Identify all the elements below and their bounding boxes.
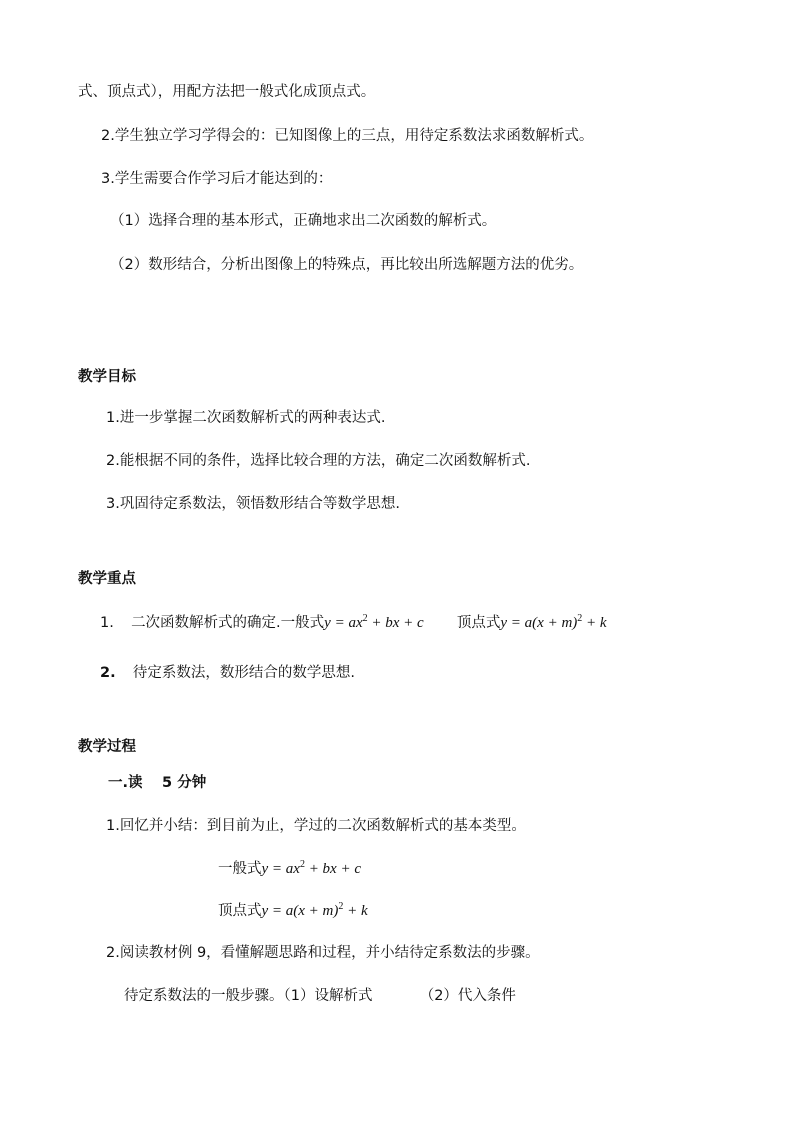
vertex-form-formula: $y = a(x + m)^2 + k$ — [500, 613, 607, 631]
general-form-label: 一般式 — [218, 861, 262, 877]
general-form-formula-2: $y = ax^2$ + bx + c — [261, 859, 361, 877]
key-point-1 — [100, 613, 607, 633]
intro-line-1: 式、顶点式），用配方法把一般式化成顶点式。 — [78, 84, 376, 100]
process-step-2: 2.阅读教材例 9，看懂解题思路和过程，并小结待定系数法的步骤。 — [106, 945, 540, 961]
key-point-2 — [100, 663, 355, 683]
general-form-formula: $y = ax^2$ + bx + c — [324, 613, 424, 631]
key-point-2-number: 2. — [100, 665, 116, 681]
intro-line-5: （2）数形结合，分析出图像上的特殊点，再比较出所选解题方法的优劣。 — [110, 257, 584, 273]
objective-item-1: 1.进一步掌握二次函数解析式的两种表达式. — [106, 410, 386, 426]
process-subheading: 一.读 5 分钟 — [108, 775, 207, 791]
key-point-1-text-2: 顶点式 — [456, 615, 501, 631]
objective-item-3: 3.巩固待定系数法，领悟数形结合等数学思想. — [106, 496, 400, 512]
key-points-heading: 教学重点 — [78, 571, 136, 587]
process-steps-line — [124, 986, 516, 1006]
steps-line-part-a: 待定系数法的一般步骤。（1）设解析式 — [124, 988, 373, 1004]
vertex-form-label: 顶点式 — [218, 903, 262, 919]
key-point-2-text: 待定系数法，数形结合的数学思想. — [132, 665, 355, 681]
steps-line-part-b: （2）代入条件 — [419, 988, 516, 1004]
process-heading: 教学过程 — [78, 739, 136, 755]
intro-line-2: 2.学生独立学习学得会的：已知图像上的三点，用待定系数法求函数解析式。 — [101, 128, 594, 144]
objectives-heading: 教学目标 — [78, 369, 136, 385]
process-step-1: 1.回忆并小结：到目前为止，学过的二次函数解析式的基本类型。 — [106, 818, 526, 834]
vertex-form-formula-2: $y = a(x + m)^2 + k$ — [261, 901, 368, 919]
intro-line-3: 3.学生需要合作学习后才能达到的： — [101, 171, 333, 187]
vertex-form-line — [218, 901, 368, 921]
key-point-1-number: 1. — [100, 615, 114, 631]
general-form-line — [218, 859, 361, 879]
objective-item-2: 2.能根据不同的条件，选择比较合理的方法，确定二次函数解析式. — [106, 453, 531, 469]
key-point-1-text: 二次函数解析式的确定.一般式 — [131, 615, 325, 631]
intro-line-4: （1）选择合理的基本形式，正确地求出二次函数的解析式。 — [110, 213, 497, 229]
